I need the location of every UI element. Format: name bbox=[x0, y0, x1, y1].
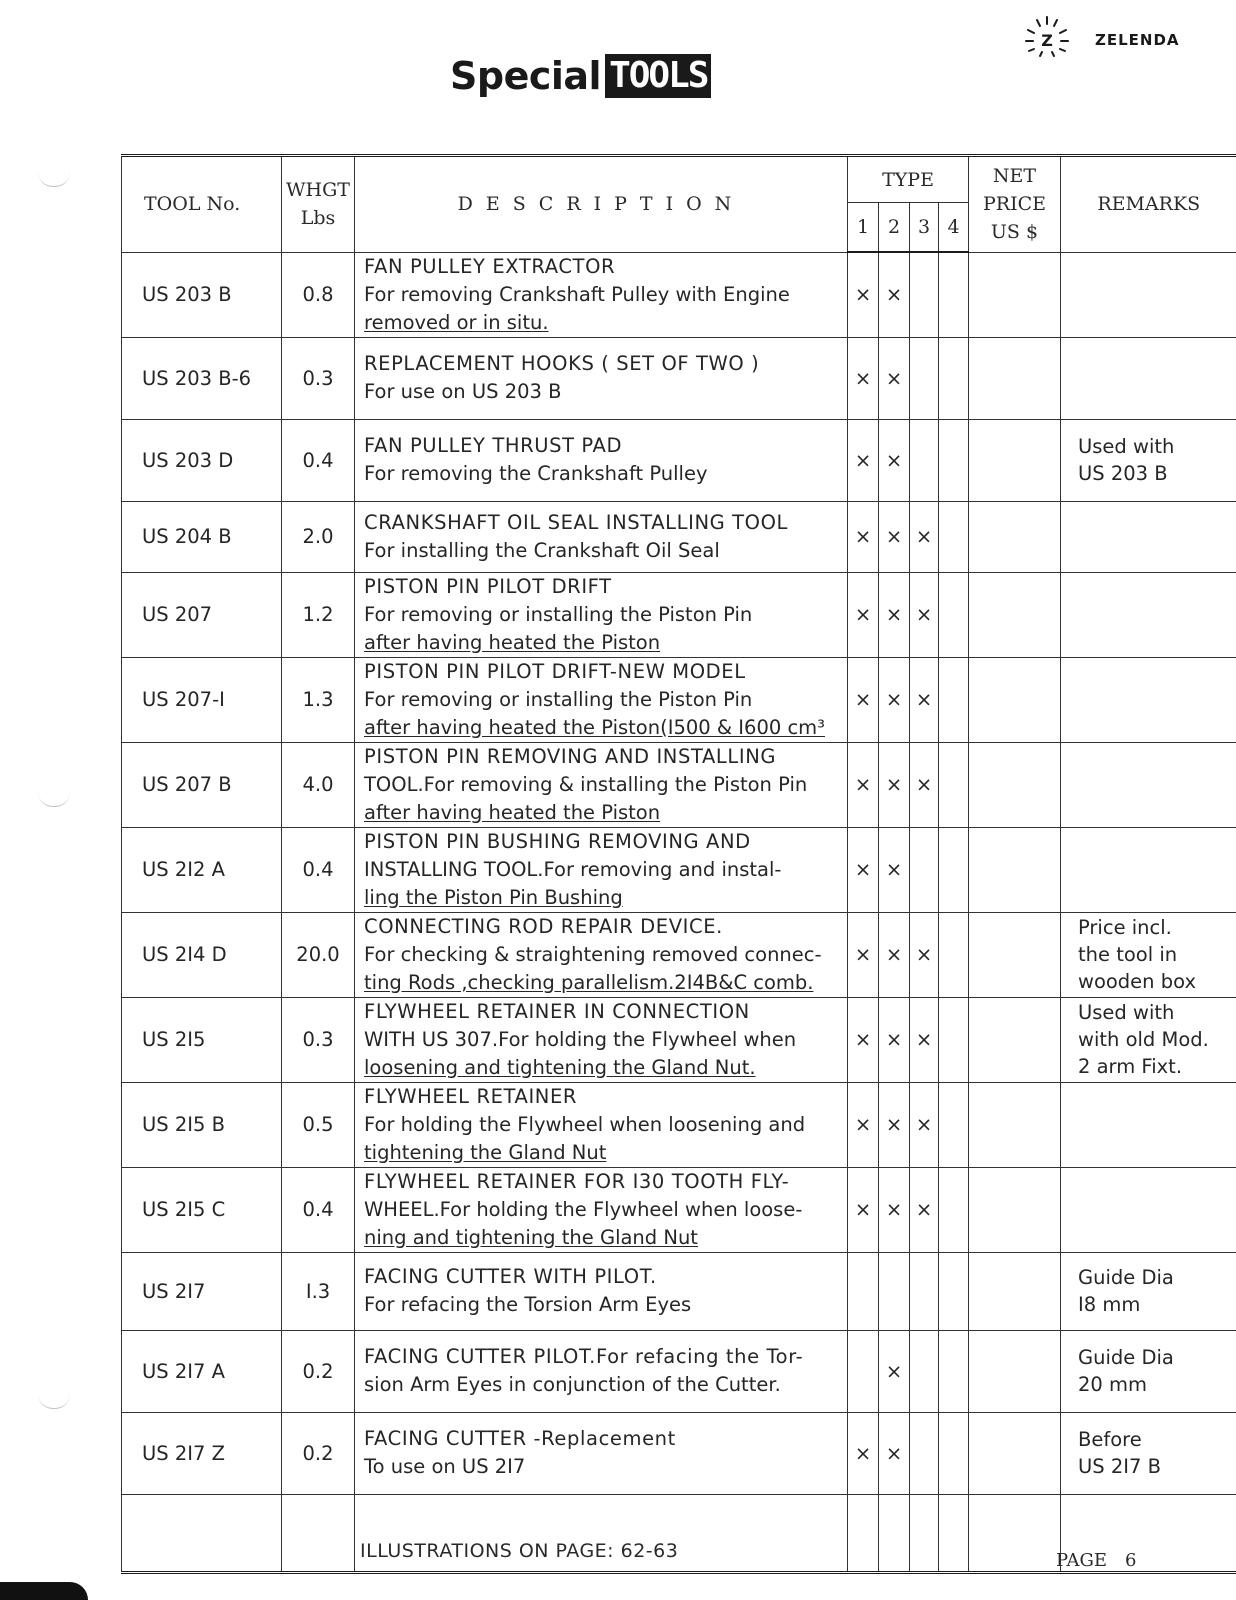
header-weight-line: WHGT bbox=[286, 179, 350, 202]
type-1-mark: × bbox=[848, 337, 879, 419]
remarks bbox=[1061, 1412, 1236, 1494]
net-price bbox=[969, 1082, 1061, 1167]
tool-number: US 203 B-6 bbox=[122, 337, 282, 419]
tool-weight: 0.4 bbox=[282, 827, 355, 912]
illustrations-note: ILLUSTRATIONS ON PAGE: 62-63 bbox=[360, 1540, 679, 1562]
page-number-value: 6 bbox=[1124, 1550, 1137, 1571]
type-3-mark bbox=[910, 1494, 939, 1572]
description-text: TOOL.For removing & installing the Piston Pin bbox=[364, 772, 808, 796]
remarks bbox=[1061, 827, 1236, 912]
remarks bbox=[1061, 1252, 1236, 1330]
description-text: sion Arm Eyes in conjunction of the Cutter. bbox=[364, 1373, 781, 1396]
tool-description bbox=[355, 252, 848, 337]
description-title: PISTON PIN PILOT DRIFT-NEW MODEL bbox=[364, 659, 746, 683]
table-row bbox=[122, 419, 1236, 501]
tool-weight: 0.2 bbox=[282, 1412, 355, 1494]
type-3-mark bbox=[910, 419, 939, 501]
type-2-mark: × bbox=[879, 1167, 910, 1252]
tool-weight: 0.4 bbox=[282, 1167, 355, 1252]
type-3-mark: × bbox=[910, 912, 939, 997]
table-row bbox=[122, 997, 1236, 1082]
tool-number: US 2I7 A bbox=[122, 1330, 282, 1412]
remarks bbox=[1061, 501, 1236, 572]
description-title: FLYWHEEL RETAINER bbox=[364, 1084, 578, 1108]
description-title: PISTON PIN PILOT DRIFT bbox=[364, 574, 612, 598]
description-title: PISTON PIN REMOVING AND INSTALLING bbox=[364, 744, 777, 768]
net-price bbox=[969, 572, 1061, 657]
tool-description bbox=[355, 827, 848, 912]
type-1-mark: × bbox=[848, 1167, 879, 1252]
tool-number: US 203 B bbox=[122, 252, 282, 337]
binder-tab bbox=[0, 1582, 88, 1600]
margin-mark bbox=[38, 1394, 70, 1409]
net-price bbox=[969, 252, 1061, 337]
net-price bbox=[969, 912, 1061, 997]
description-continuation: removed or in situ. bbox=[364, 310, 549, 334]
type-1-mark: × bbox=[848, 657, 879, 742]
header-price-line: US $ bbox=[990, 221, 1039, 244]
type-3-mark: × bbox=[910, 1082, 939, 1167]
description-text: For checking & straightening removed connec- bbox=[364, 942, 822, 966]
header-net-price bbox=[969, 156, 1061, 253]
description-text: For use on US 203 B bbox=[364, 380, 562, 403]
type-4-mark bbox=[939, 337, 969, 419]
tool-weight: 1.2 bbox=[282, 572, 355, 657]
description-text: For removing the Crankshaft Pulley bbox=[364, 462, 708, 485]
type-3-mark bbox=[910, 337, 939, 419]
net-price bbox=[969, 1252, 1061, 1330]
type-2-mark: × bbox=[879, 742, 910, 827]
description-text: For removing Crankshaft Pulley with Engine bbox=[364, 282, 790, 306]
type-1-mark: × bbox=[848, 827, 879, 912]
remarks-text: Price incl. the tool in wooden box bbox=[1078, 916, 1196, 993]
remarks bbox=[1061, 1082, 1236, 1167]
tool-weight: 4.0 bbox=[282, 742, 355, 827]
description-text: WITH US 307.For holding the Flywheel when bbox=[364, 1027, 797, 1051]
type-3-mark bbox=[910, 827, 939, 912]
tool-weight: 0.8 bbox=[282, 252, 355, 337]
table-row bbox=[122, 572, 1236, 657]
page-label: PAGE bbox=[1056, 1550, 1107, 1571]
header-type-3: 3 bbox=[910, 203, 939, 253]
type-3-mark bbox=[910, 1412, 939, 1494]
table-row bbox=[122, 1330, 1236, 1412]
remarks-text: Used with US 203 B bbox=[1078, 435, 1175, 485]
title-word: Special bbox=[450, 54, 602, 98]
type-3-mark: × bbox=[910, 742, 939, 827]
type-3-mark: × bbox=[910, 997, 939, 1082]
type-4-mark bbox=[939, 1494, 969, 1572]
tool-number: US 2I5 C bbox=[122, 1167, 282, 1252]
tool-number: US 203 D bbox=[122, 419, 282, 501]
tool-weight: 2.0 bbox=[282, 501, 355, 572]
type-1-mark: × bbox=[848, 1082, 879, 1167]
remarks bbox=[1061, 419, 1236, 501]
header-type: TYPE bbox=[848, 156, 969, 203]
type-4-mark bbox=[939, 1082, 969, 1167]
remarks-text: Before US 2I7 B bbox=[1078, 1428, 1161, 1478]
tool-number bbox=[122, 1494, 282, 1572]
table-row bbox=[122, 337, 1236, 419]
description-title: FACING CUTTER WITH PILOT. bbox=[364, 1265, 657, 1288]
type-4-mark bbox=[939, 827, 969, 912]
tool-number: US 204 B bbox=[122, 501, 282, 572]
tool-description bbox=[355, 1330, 848, 1412]
remarks bbox=[1061, 252, 1236, 337]
tool-description bbox=[355, 742, 848, 827]
description-continuation: loosening and tightening the Gland Nut. bbox=[364, 1055, 756, 1079]
type-1-mark: × bbox=[848, 419, 879, 501]
description-text: For installing the Crankshaft Oil Seal bbox=[364, 538, 720, 562]
description-text: For removing or installing the Piston Pin bbox=[364, 687, 753, 711]
type-1-mark: × bbox=[848, 1412, 879, 1494]
tool-number: US 2I5 B bbox=[122, 1082, 282, 1167]
type-4-mark bbox=[939, 912, 969, 997]
description-title: PISTON PIN BUSHING REMOVING AND bbox=[364, 829, 751, 853]
header-price-line: NET bbox=[992, 165, 1037, 188]
tool-weight: 0.2 bbox=[282, 1330, 355, 1412]
description-title: FAN PULLEY EXTRACTOR bbox=[364, 254, 616, 278]
description-continuation: ling the Piston Pin Bushing bbox=[364, 885, 623, 909]
type-2-mark: × bbox=[879, 419, 910, 501]
net-price bbox=[969, 742, 1061, 827]
type-2-mark: × bbox=[879, 997, 910, 1082]
type-2-mark: × bbox=[879, 1330, 910, 1412]
tool-weight: 0.3 bbox=[282, 997, 355, 1082]
type-4-mark bbox=[939, 252, 969, 337]
tools-table bbox=[121, 154, 1236, 1574]
description-text: For holding the Flywheel when loosening and bbox=[364, 1112, 806, 1136]
type-1-mark: × bbox=[848, 501, 879, 572]
description-text: For removing or installing the Piston Pin bbox=[364, 602, 753, 626]
type-2-mark: × bbox=[879, 1082, 910, 1167]
type-4-mark bbox=[939, 997, 969, 1082]
type-4-mark bbox=[939, 501, 969, 572]
tool-description bbox=[355, 501, 848, 572]
type-3-mark: × bbox=[910, 572, 939, 657]
type-4-mark bbox=[939, 657, 969, 742]
type-2-mark: × bbox=[879, 1412, 910, 1494]
type-2-mark: × bbox=[879, 501, 910, 572]
type-2-mark: × bbox=[879, 337, 910, 419]
zelenda-logo bbox=[1022, 14, 1072, 64]
type-3-mark: × bbox=[910, 1167, 939, 1252]
tool-description bbox=[355, 1252, 848, 1330]
type-2-mark: × bbox=[879, 827, 910, 912]
description-title: FLYWHEEL RETAINER FOR I30 TOOTH FLY- bbox=[364, 1169, 790, 1193]
tool-weight: 0.5 bbox=[282, 1082, 355, 1167]
tool-weight: 20.0 bbox=[282, 912, 355, 997]
tool-weight: I.3 bbox=[282, 1252, 355, 1330]
table-row bbox=[122, 912, 1236, 997]
type-4-mark bbox=[939, 1167, 969, 1252]
net-price bbox=[969, 1330, 1061, 1412]
table-row bbox=[122, 1252, 1236, 1330]
net-price bbox=[969, 1494, 1061, 1572]
tool-number: US 2I4 D bbox=[122, 912, 282, 997]
type-1-mark bbox=[848, 1330, 879, 1412]
type-4-mark bbox=[939, 742, 969, 827]
description-continuation: after having heated the Piston bbox=[364, 630, 661, 654]
header-tool-no: TOOL No. bbox=[122, 156, 282, 253]
tool-number: US 2I2 A bbox=[122, 827, 282, 912]
table-row bbox=[122, 657, 1236, 742]
type-4-mark bbox=[939, 419, 969, 501]
remarks bbox=[1061, 912, 1236, 997]
type-1-mark bbox=[848, 1494, 879, 1572]
description-title: FLYWHEEL RETAINER IN CONNECTION bbox=[364, 999, 750, 1023]
header-type-2: 2 bbox=[879, 203, 910, 253]
table-row bbox=[122, 742, 1236, 827]
table-row bbox=[122, 1167, 1236, 1252]
net-price bbox=[969, 419, 1061, 501]
net-price bbox=[969, 997, 1061, 1082]
tool-number: US 207 B bbox=[122, 742, 282, 827]
description-continuation: after having heated the Piston bbox=[364, 800, 661, 824]
description-continuation: tightening the Gland Nut bbox=[364, 1140, 607, 1164]
tool-description bbox=[355, 657, 848, 742]
margin-mark bbox=[38, 792, 70, 807]
logo-letter: Z bbox=[1041, 31, 1053, 50]
tool-description bbox=[355, 1082, 848, 1167]
net-price bbox=[969, 501, 1061, 572]
remarks bbox=[1061, 572, 1236, 657]
tool-description bbox=[355, 572, 848, 657]
header-weight bbox=[282, 156, 355, 253]
tool-number: US 2I7 bbox=[122, 1252, 282, 1330]
type-4-mark bbox=[939, 1330, 969, 1412]
description-title: FAN PULLEY THRUST PAD bbox=[364, 434, 623, 457]
description-continuation: after having heated the Piston(I500 & I600 cm³ bbox=[364, 715, 825, 739]
net-price bbox=[969, 827, 1061, 912]
remarks bbox=[1061, 1330, 1236, 1412]
net-price bbox=[969, 657, 1061, 742]
type-2-mark: × bbox=[879, 252, 910, 337]
type-4-mark bbox=[939, 1412, 969, 1494]
tool-description bbox=[355, 912, 848, 997]
remarks-text: Used with with old Mod. 2 arm Fixt. bbox=[1078, 1001, 1209, 1078]
type-3-mark bbox=[910, 1330, 939, 1412]
table-row bbox=[122, 1412, 1236, 1494]
type-3-mark bbox=[910, 252, 939, 337]
description-title: CONNECTING ROD REPAIR DEVICE. bbox=[364, 914, 723, 938]
table-row bbox=[122, 827, 1236, 912]
page-title bbox=[450, 50, 711, 102]
remarks-text: Guide Dia 20 mm bbox=[1078, 1346, 1174, 1396]
net-price bbox=[969, 1167, 1061, 1252]
table-row bbox=[122, 501, 1236, 572]
table-row bbox=[122, 1082, 1236, 1167]
tool-description bbox=[355, 1167, 848, 1252]
header-description: DESCRIPTION bbox=[355, 156, 848, 253]
tool-description bbox=[355, 337, 848, 419]
type-2-mark bbox=[879, 1494, 910, 1572]
tool-description bbox=[355, 997, 848, 1082]
description-continuation: ting Rods ,checking parallelism.2I4B&C comb. bbox=[364, 970, 814, 994]
type-3-mark: × bbox=[910, 501, 939, 572]
tool-weight: 0.3 bbox=[282, 337, 355, 419]
tool-number: US 207 bbox=[122, 572, 282, 657]
net-price bbox=[969, 1412, 1061, 1494]
header-type-1: 1 bbox=[848, 203, 879, 253]
type-2-mark bbox=[879, 1252, 910, 1330]
type-1-mark: × bbox=[848, 742, 879, 827]
type-1-mark: × bbox=[848, 572, 879, 657]
type-3-mark bbox=[910, 1252, 939, 1330]
header-price-line: PRICE bbox=[982, 193, 1046, 216]
tool-description bbox=[355, 1412, 848, 1494]
description-text: WHEEL.For holding the Flywheel when loose- bbox=[364, 1197, 803, 1221]
header-remarks: REMARKS bbox=[1061, 156, 1236, 253]
description-text: INSTALLING TOOL.For removing and instal- bbox=[364, 857, 782, 881]
tool-weight: 0.4 bbox=[282, 419, 355, 501]
type-2-mark: × bbox=[879, 657, 910, 742]
tool-number: US 207-I bbox=[122, 657, 282, 742]
header-type-4: 4 bbox=[939, 203, 969, 253]
remarks-text: Guide Dia I8 mm bbox=[1078, 1266, 1174, 1316]
page-number bbox=[1056, 1550, 1136, 1571]
type-1-mark bbox=[848, 1252, 879, 1330]
type-4-mark bbox=[939, 1252, 969, 1330]
header-weight-line: Lbs bbox=[300, 207, 336, 230]
tool-number: US 2I5 bbox=[122, 997, 282, 1082]
title-badge: TOOLS bbox=[605, 54, 711, 98]
margin-mark bbox=[38, 172, 70, 187]
tool-number: US 2I7 Z bbox=[122, 1412, 282, 1494]
type-1-mark: × bbox=[848, 912, 879, 997]
remarks bbox=[1061, 657, 1236, 742]
tools-table-body bbox=[122, 252, 1236, 1572]
remarks bbox=[1061, 997, 1236, 1082]
remarks bbox=[1061, 337, 1236, 419]
type-2-mark: × bbox=[879, 572, 910, 657]
table-row bbox=[122, 252, 1236, 337]
brand-name: ZELENDA bbox=[1095, 31, 1180, 49]
description-title: REPLACEMENT HOOKS ( SET OF TWO ) bbox=[364, 352, 760, 375]
description-text: For refacing the Torsion Arm Eyes bbox=[364, 1293, 692, 1316]
type-3-mark: × bbox=[910, 657, 939, 742]
tool-description bbox=[355, 419, 848, 501]
description-text: To use on US 2I7 bbox=[364, 1455, 526, 1478]
description-title: FACING CUTTER PILOT.For refacing the Tor- bbox=[364, 1345, 804, 1368]
type-4-mark bbox=[939, 572, 969, 657]
tool-weight bbox=[282, 1494, 355, 1572]
net-price bbox=[969, 337, 1061, 419]
description-title: CRANKSHAFT OIL SEAL INSTALLING TOOL bbox=[364, 510, 789, 534]
remarks bbox=[1061, 742, 1236, 827]
tool-weight: 1.3 bbox=[282, 657, 355, 742]
type-1-mark: × bbox=[848, 997, 879, 1082]
description-continuation: ning and tightening the Gland Nut bbox=[364, 1225, 698, 1249]
description-title: FACING CUTTER -Replacement bbox=[364, 1427, 676, 1450]
type-2-mark: × bbox=[879, 912, 910, 997]
remarks bbox=[1061, 1167, 1236, 1252]
type-1-mark: × bbox=[848, 252, 879, 337]
